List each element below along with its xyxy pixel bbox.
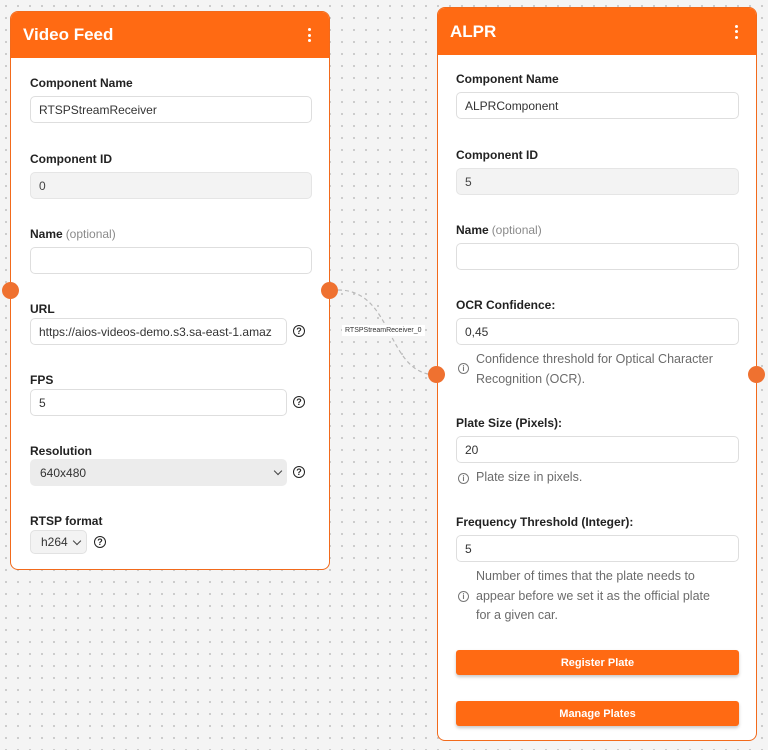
video-feed-input-handle[interactable]	[2, 282, 19, 299]
video-feed-output-handle[interactable]	[321, 282, 338, 299]
alpr-title: ALPR	[450, 21, 497, 41]
component-id-label: Component ID	[30, 152, 112, 166]
alpr-node[interactable]	[437, 7, 757, 741]
plate-size-input[interactable]	[456, 436, 739, 463]
rtsp-format-value: h264	[41, 535, 68, 549]
ocr-confidence-input[interactable]	[456, 318, 739, 345]
video-feed-title: Video Feed	[23, 25, 114, 44]
url-label: URL	[30, 302, 55, 316]
name-label: Name (optional)	[30, 227, 116, 241]
component-id-label: Component ID	[456, 148, 538, 162]
optional-label: (optional)	[491, 223, 542, 237]
url-input[interactable]	[30, 318, 287, 345]
edge-label: RTSPStreamReceiver_0	[342, 325, 425, 336]
name-label: Name (optional)	[456, 223, 542, 237]
resolution-value: 640x480	[40, 465, 87, 480]
chevron-down-icon	[274, 467, 282, 475]
info-circle-icon: i	[458, 363, 469, 374]
component-name-input[interactable]	[456, 92, 739, 119]
component-id-input[interactable]	[456, 168, 739, 195]
name-input[interactable]	[30, 247, 312, 274]
plate-size-hint: Plate size in pixels.	[476, 470, 583, 484]
alpr-header	[438, 8, 756, 55]
optional-label: (optional)	[65, 227, 116, 241]
help-circle-icon[interactable]: ?	[293, 396, 305, 408]
register-plate-button[interactable]: Register Plate	[456, 650, 739, 675]
component-name-label: Component Name	[30, 76, 133, 90]
resolution-select[interactable]	[30, 459, 287, 486]
fps-input[interactable]	[30, 389, 287, 416]
component-id-input[interactable]	[30, 172, 312, 199]
manage-plates-button[interactable]: Manage Plates	[456, 701, 739, 726]
alpr-output-handle[interactable]	[748, 366, 765, 383]
name-input[interactable]	[456, 243, 739, 270]
help-circle-icon[interactable]: ?	[293, 466, 305, 478]
help-circle-icon[interactable]: ?	[94, 536, 106, 548]
kebab-menu-icon[interactable]	[728, 22, 744, 42]
alpr-input-handle[interactable]	[428, 366, 445, 383]
video-feed-node[interactable]	[10, 11, 330, 570]
video-feed-header	[11, 12, 329, 58]
chevron-down-icon	[73, 536, 81, 544]
frequency-threshold-input[interactable]	[456, 535, 739, 562]
plate-size-label: Plate Size (Pixels):	[456, 416, 563, 430]
fps-label: FPS	[30, 373, 54, 387]
info-circle-icon: i	[458, 591, 469, 602]
help-circle-icon[interactable]: ?	[293, 325, 305, 337]
ocr-confidence-hint: Confidence threshold for Optical Character Recognition (OCR).	[476, 352, 713, 386]
component-name-input[interactable]	[30, 96, 312, 123]
rtsp-format-label: RTSP format	[30, 514, 103, 528]
component-name-label: Component Name	[456, 72, 559, 86]
frequency-threshold-hint: Number of times that the plate needs to appear before we set it as the official plate for a given car.	[476, 569, 710, 622]
kebab-menu-icon[interactable]	[301, 25, 317, 45]
rtsp-format-select[interactable]	[30, 530, 87, 554]
resolution-label: Resolution	[30, 444, 92, 458]
info-circle-icon: i	[458, 473, 469, 484]
frequency-threshold-label: Frequency Threshold (Integer):	[456, 515, 634, 529]
ocr-confidence-label: OCR Confidence:	[456, 298, 556, 312]
